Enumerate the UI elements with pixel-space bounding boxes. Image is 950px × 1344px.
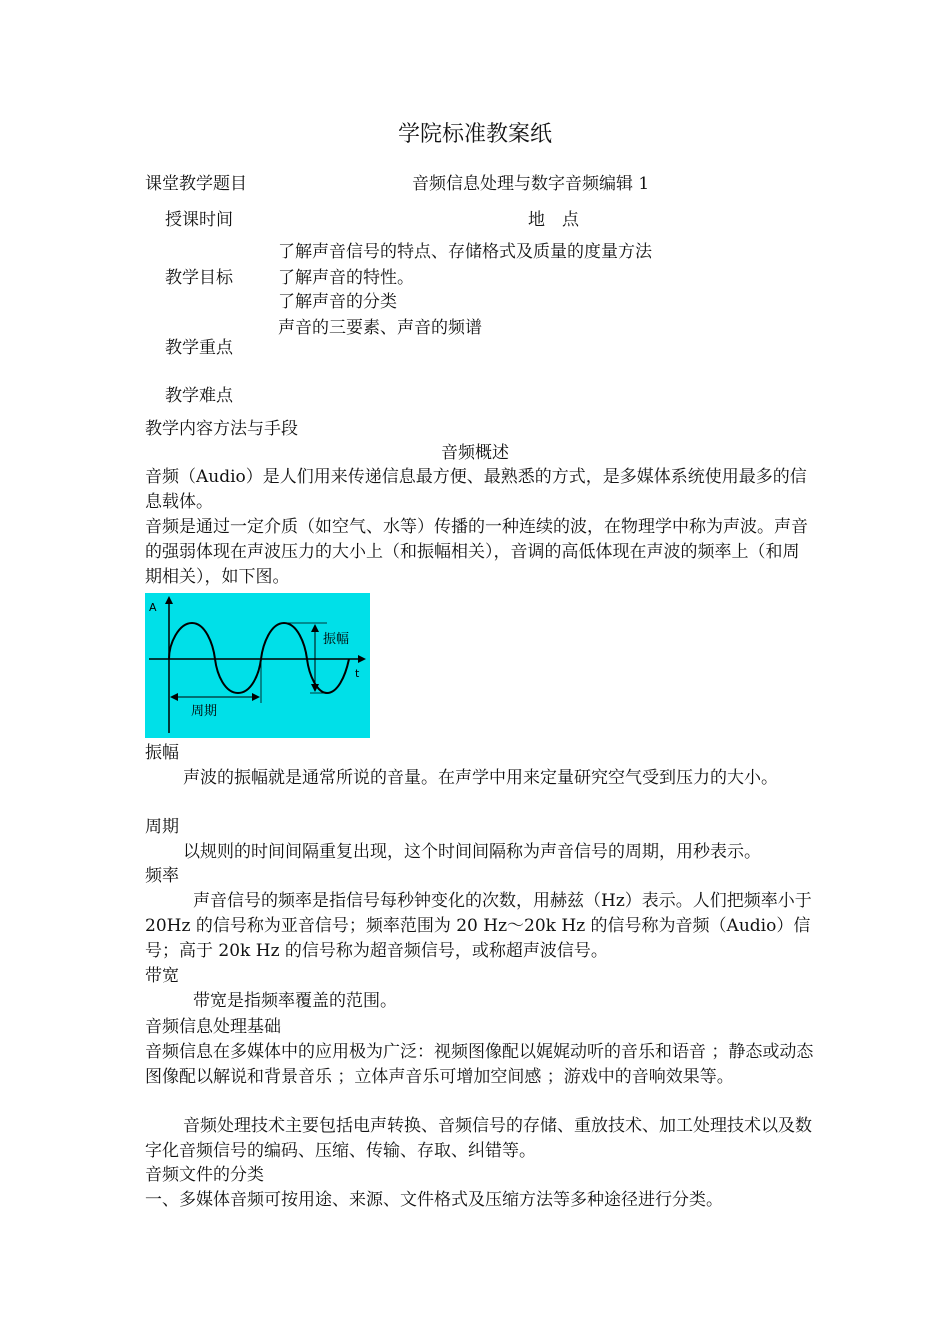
topic-value: 音频信息处理与数字音频编辑 1 <box>412 174 650 194</box>
paragraph-basics-1: 音频信息在多媒体中的应用极为广泛：视频图像配以娓娓动听的音乐和语音 ；静态或动态图像配以解说和背景音乐 ；立体声音乐可增加空间感 ；游戏中的音响效果等。 <box>145 1042 814 1087</box>
heading-basics: 音频信息处理基础 <box>145 1017 281 1037</box>
paragraph-period: 以规则的时间间隔重复出现，这个时间间隔称为声音信号的周期，用秒表示。 <box>183 842 761 862</box>
time-label: 授课时间 <box>165 210 233 230</box>
key-value: 声音的三要素、声音的频谱 <box>278 318 482 338</box>
axis-y-label: A <box>149 601 157 614</box>
paragraph-classification: 一、多媒体音频可按用途、来源、文件格式及压缩方法等多种途径进行分类。 <box>145 1190 723 1210</box>
goal-line-2: 了解声音的特性。 <box>278 268 414 288</box>
place-label: 地 点 <box>528 210 579 230</box>
period-label: 周期 <box>191 704 218 719</box>
paragraph-wave: 音频是通过一定介质（如空气、水等）传播的一种连续的波，在物理学中称为声波。声音的强弱体现在声波压力的大小上（和振幅相关），音调的高低体现在声波的频率上（和周期相关），如下图。 <box>145 517 808 587</box>
heading-amplitude: 振幅 <box>145 743 179 763</box>
heading-bandwidth: 带宽 <box>145 966 179 986</box>
paragraph-intro: 音频（Audio）是人们用来传递信息最方便、最熟悉的方式，是多媒体系统使用最多的信息载体。 <box>145 467 807 512</box>
figure-background <box>145 593 370 738</box>
heading-classification: 音频文件的分类 <box>145 1165 264 1185</box>
waveform-figure <box>145 593 370 738</box>
topic-label: 课堂教学题目 <box>145 174 247 194</box>
goal-label: 教学目标 <box>165 268 233 288</box>
page-title: 学院标准教案纸 <box>397 122 552 147</box>
methods-label: 教学内容方法与手段 <box>145 419 298 439</box>
paragraph-bandwidth: 带宽是指频率覆盖的范围。 <box>193 991 397 1011</box>
heading-frequency: 频率 <box>145 866 179 886</box>
section-title: 音频概述 <box>441 443 509 463</box>
goal-line-1: 了解声音信号的特点、存储格式及质量的度量方法 <box>278 242 652 262</box>
heading-period: 周期 <box>145 817 179 837</box>
difficulty-label: 教学难点 <box>165 386 233 406</box>
axis-x-label: t <box>355 667 360 680</box>
paragraph-basics-2: 音频处理技术主要包括电声转换、音频信号的存储、重放技术、加工处理技术以及数字化音频信号的编码、压缩、传输、存取、纠错等。 <box>145 1116 812 1161</box>
amplitude-label: 振幅 <box>323 632 350 647</box>
paragraph-frequency: 声音信号的频率是指信号每秒钟变化的次数，用赫兹（Hz）表示。人们把频率小于 20Hz 的信号称为亚音信号；频率范围为 20 Hz～20k Hz 的信号称为音频（Audio）信号；高于 20k Hz 的信号称为超音频信号，或称超声波信号。 <box>145 891 812 961</box>
paragraph-amplitude: 声波的振幅就是通常所说的音量。在声学中用来定量研究空气受到压力的大小。 <box>183 768 778 788</box>
goal-line-3: 了解声音的分类 <box>278 292 397 312</box>
key-label: 教学重点 <box>165 338 233 358</box>
